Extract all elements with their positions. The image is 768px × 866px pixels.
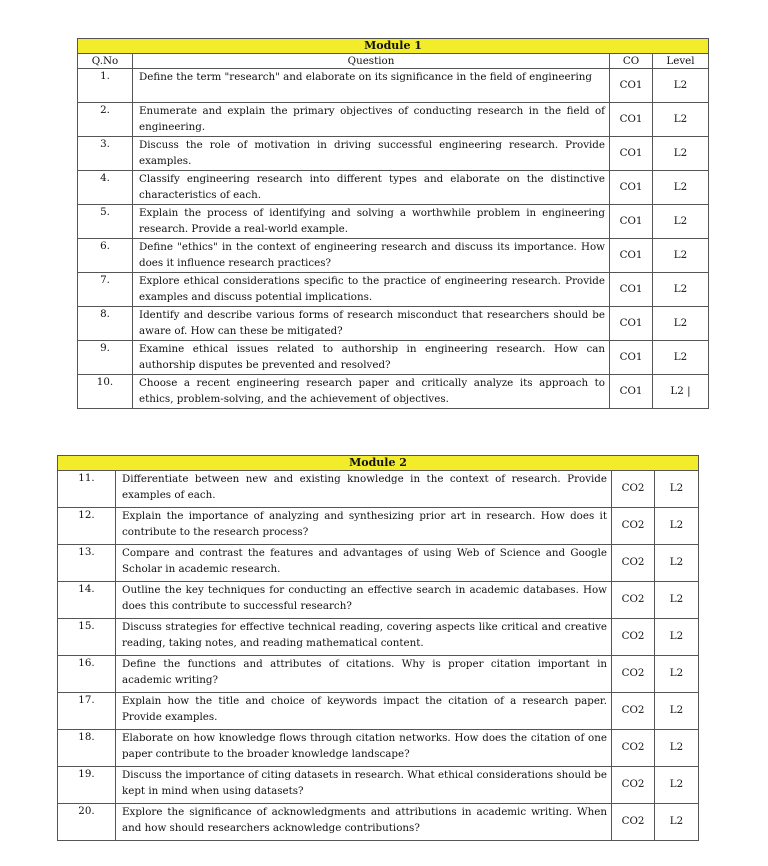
blooms-level: L2	[653, 307, 709, 341]
question-number: 1.	[78, 69, 133, 103]
question-number: 16.	[58, 656, 116, 693]
blooms-level: L2	[653, 273, 709, 307]
table-row	[58, 545, 699, 582]
blooms-level: L2	[655, 508, 699, 545]
blooms-level: L2	[653, 69, 709, 103]
course-outcome: CO1	[610, 375, 653, 409]
blooms-level: L2	[655, 693, 699, 730]
question-number: 8.	[78, 307, 133, 341]
table-row	[78, 307, 709, 341]
question-number: 3.	[78, 137, 133, 171]
table-row	[78, 239, 709, 273]
level-header: Level	[653, 54, 709, 69]
question-text: Choose a recent engineering research paper and critically analyze its approach to ethics, problem-solving, and the achievement of objectives.	[133, 375, 610, 409]
question-number: 11.	[58, 471, 116, 508]
question-text: Differentiate between new and existing knowledge in the context of research. Provide examples of each.	[116, 471, 612, 508]
table-row	[58, 582, 699, 619]
question-text: Explain how the title and choice of keywords impact the citation of a research paper. Provide examples.	[116, 693, 612, 730]
course-outcome: CO2	[612, 804, 655, 841]
blooms-level: L2	[653, 103, 709, 137]
course-outcome: CO1	[610, 239, 653, 273]
course-outcome: CO2	[612, 767, 655, 804]
question-text: Elaborate on how knowledge flows through citation networks. How does the citation of one paper contribute to the broader knowledge landscape?	[116, 730, 612, 767]
table-row	[58, 471, 699, 508]
course-outcome: CO1	[610, 137, 653, 171]
table-row	[78, 171, 709, 205]
course-outcome: CO1	[610, 273, 653, 307]
blooms-level: L2	[655, 582, 699, 619]
course-outcome: CO2	[612, 730, 655, 767]
table-row	[78, 341, 709, 375]
question-text: Outline the key techniques for conducting an effective search in academic databases. How does this contribute to successful research?	[116, 582, 612, 619]
blooms-level: L2	[655, 656, 699, 693]
course-outcome: CO1	[610, 69, 653, 103]
course-outcome: CO2	[612, 582, 655, 619]
question-number: 7.	[78, 273, 133, 307]
blooms-level: L2	[653, 137, 709, 171]
table-row	[58, 730, 699, 767]
blooms-level: L2	[655, 804, 699, 841]
blooms-level: L2	[655, 545, 699, 582]
course-outcome: CO2	[612, 471, 655, 508]
table-row	[78, 273, 709, 307]
question-text: Explain the process of identifying and solving a worthwhile problem in engineering research. Provide a real-world example.	[133, 205, 610, 239]
question-number: 15.	[58, 619, 116, 656]
question-text: Discuss the importance of citing datasets in research. What ethical considerations should be kept in mind when using datasets?	[116, 767, 612, 804]
question-text: Identify and describe various forms of research misconduct that researchers should be aware of. How can these be mitigated?	[133, 307, 610, 341]
question-number: 12.	[58, 508, 116, 545]
course-outcome: CO1	[610, 103, 653, 137]
question-number: 2.	[78, 103, 133, 137]
co-header: CO	[610, 54, 653, 69]
table-row	[78, 69, 709, 103]
course-outcome: CO1	[610, 341, 653, 375]
table-row	[58, 656, 699, 693]
table-row	[78, 375, 709, 409]
question-text: Define the term "research" and elaborate on its significance in the field of engineering	[133, 69, 610, 103]
table-row	[58, 693, 699, 730]
blooms-level: L2	[653, 171, 709, 205]
question-text: Explore ethical considerations specific to the practice of engineering research. Provide examples and discuss potential implications.	[133, 273, 610, 307]
qno-header: Q.No	[78, 54, 133, 69]
table-row	[78, 137, 709, 171]
module-2-table	[57, 455, 699, 841]
table-row	[58, 619, 699, 656]
question-text: Explain the importance of analyzing and synthesizing prior art in research. How does it contribute to the research process?	[116, 508, 612, 545]
question-text: Discuss the role of motivation in driving successful engineering research. Provide examples.	[133, 137, 610, 171]
module-1-table	[77, 38, 709, 409]
question-number: 13.	[58, 545, 116, 582]
course-outcome: CO1	[610, 171, 653, 205]
blooms-level: L2	[653, 341, 709, 375]
question-header: Question	[133, 54, 610, 69]
course-outcome: CO2	[612, 545, 655, 582]
question-number: 10.	[78, 375, 133, 409]
module-1-title: Module 1	[78, 39, 709, 54]
question-text: Examine ethical issues related to authorship in engineering research. How can authorship disputes be prevented and resolved?	[133, 341, 610, 375]
course-outcome: CO2	[612, 656, 655, 693]
question-text: Enumerate and explain the primary objectives of conducting research in the field of engineering.	[133, 103, 610, 137]
question-text: Define the functions and attributes of citations. Why is proper citation important in academic writing?	[116, 656, 612, 693]
blooms-level: L2	[655, 471, 699, 508]
table-row	[58, 508, 699, 545]
blooms-level: L2	[655, 767, 699, 804]
table-row	[78, 103, 709, 137]
table-row	[78, 205, 709, 239]
blooms-level: L2 |	[653, 375, 709, 409]
question-text: Explore the significance of acknowledgments and attributions in academic writing. When and how should researchers acknowledge contributions?	[116, 804, 612, 841]
course-outcome: CO2	[612, 693, 655, 730]
question-text: Discuss strategies for effective technical reading, covering aspects like critical and creative reading, taking notes, and reading mathematical content.	[116, 619, 612, 656]
blooms-level: L2	[653, 239, 709, 273]
course-outcome: CO1	[610, 205, 653, 239]
question-text: Compare and contrast the features and advantages of using Web of Science and Google Scholar in academic research.	[116, 545, 612, 582]
question-number: 14.	[58, 582, 116, 619]
question-number: 17.	[58, 693, 116, 730]
question-number: 6.	[78, 239, 133, 273]
table-row	[58, 767, 699, 804]
question-text: Define "ethics" in the context of engineering research and discuss its importance. How does it influence research practices?	[133, 239, 610, 273]
question-number: 9.	[78, 341, 133, 375]
blooms-level: L2	[655, 730, 699, 767]
question-number: 4.	[78, 171, 133, 205]
course-outcome: CO2	[612, 619, 655, 656]
module-2-title: Module 2	[58, 456, 699, 471]
table-row	[58, 804, 699, 841]
question-number: 5.	[78, 205, 133, 239]
blooms-level: L2	[655, 619, 699, 656]
question-number: 18.	[58, 730, 116, 767]
course-outcome: CO1	[610, 307, 653, 341]
blooms-level: L2	[653, 205, 709, 239]
question-text: Classify engineering research into different types and elaborate on the distinctive characteristics of each.	[133, 171, 610, 205]
course-outcome: CO2	[612, 508, 655, 545]
question-number: 19.	[58, 767, 116, 804]
question-number: 20.	[58, 804, 116, 841]
